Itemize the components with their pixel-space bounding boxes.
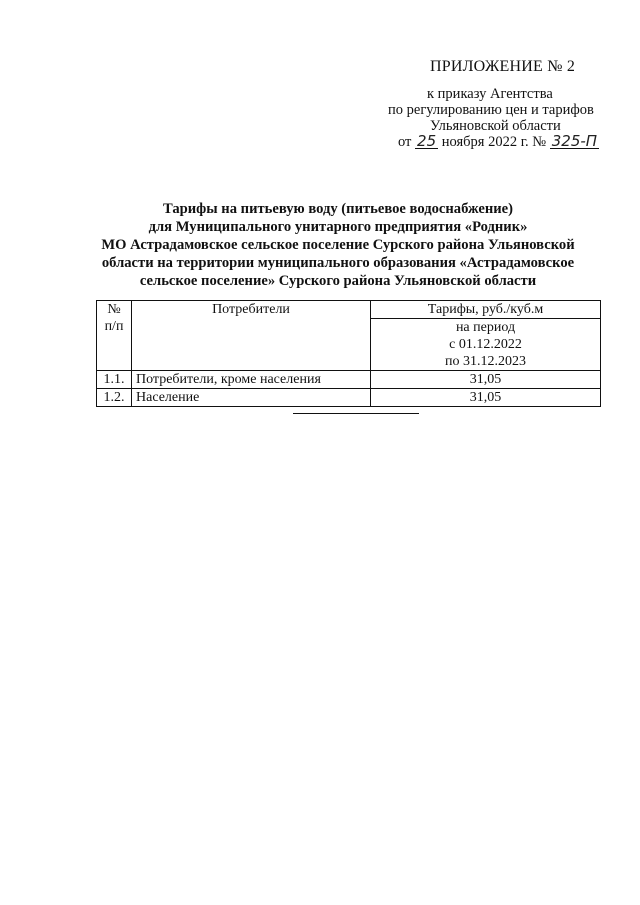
row-number: 1.2. (97, 389, 132, 407)
annex-title: ПРИЛОЖЕНИЕ № 2 (430, 58, 576, 75)
closing-divider (293, 413, 419, 414)
order-date-line (398, 134, 599, 151)
row-number: 1.1. (97, 371, 132, 389)
table-header-row (97, 301, 601, 319)
handwritten-order-number: 325-П (551, 132, 598, 150)
title-line: области на территории муниципального образования «Астрадамовское (101, 255, 575, 271)
header-consumers: Потребители (132, 301, 371, 371)
order-reference-line: к приказу Агентства (427, 86, 553, 102)
period-end: по 31.12.2023 (445, 354, 526, 369)
row-consumer: Потребители, кроме населения (132, 371, 371, 389)
header-tariffs: Тарифы, руб./куб.м (371, 301, 601, 319)
row-tariff: 31,05 (371, 389, 601, 407)
handwritten-day: 25 (417, 132, 437, 150)
date-prefix: от (398, 134, 412, 150)
row-consumer: Население (132, 389, 371, 407)
table-row (97, 371, 601, 389)
title-line: Тарифы на питьевую воду (питьевое водоснабжение) (162, 201, 514, 217)
header-period (371, 319, 601, 371)
row-tariff: 31,05 (371, 371, 601, 389)
title-line: для Муниципального унитарного предприятия «Родник» (148, 219, 528, 235)
title-line: сельское поселение» Сурского района Ульяновской области (139, 273, 537, 289)
header-number-sub: п/п (104, 319, 124, 334)
document-title (92, 200, 584, 290)
order-agency-line: по регулированию цен и тарифов (388, 102, 594, 118)
table-row (97, 389, 601, 407)
header-number-label: № (107, 302, 121, 317)
header-number (97, 301, 132, 371)
tariff-table (96, 300, 601, 407)
period-start: с 01.12.2022 (449, 337, 522, 352)
order-region-line: Ульяновской области (430, 118, 561, 134)
period-line: на период (455, 320, 516, 335)
title-line: МО Астрадамовское сельское поселение Сурского района Ульяновской (101, 237, 575, 253)
date-suffix: ноября 2022 г. № (441, 134, 547, 150)
